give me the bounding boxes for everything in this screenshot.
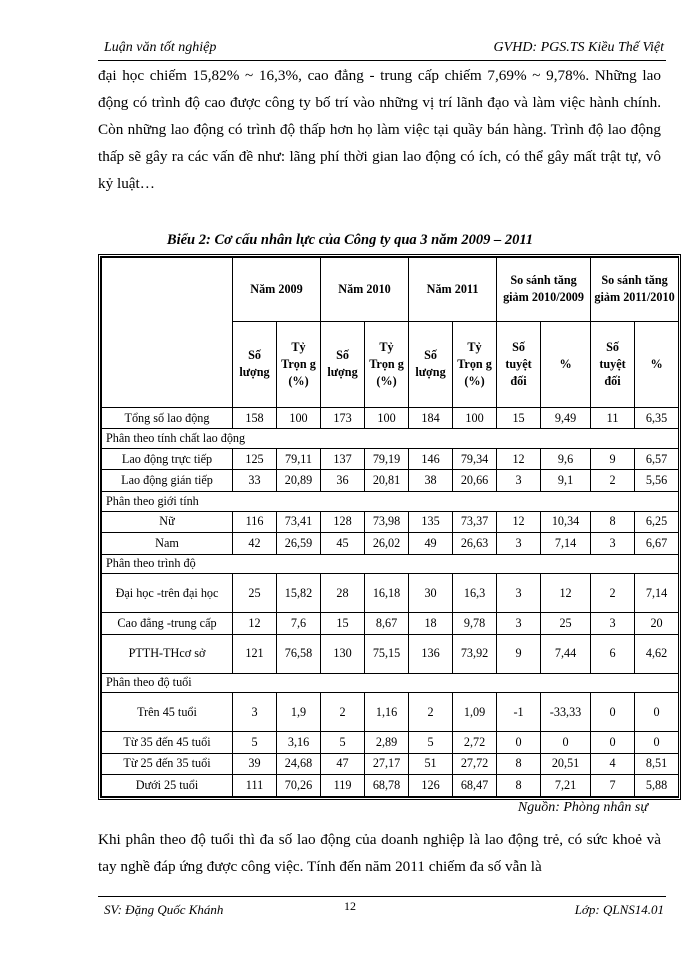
header-year-2009: Năm 2009 bbox=[233, 258, 321, 322]
table-cell: 26,63 bbox=[453, 533, 497, 555]
table-cell: 68,47 bbox=[453, 775, 497, 797]
table-cell: 51 bbox=[409, 753, 453, 775]
table-cell: 7,44 bbox=[541, 634, 591, 673]
table-row bbox=[102, 470, 679, 492]
table-cell: 36 bbox=[321, 470, 365, 492]
header-advisor: GVHD: PGS.TS Kiều Thế Việt bbox=[493, 40, 664, 55]
table-row bbox=[102, 634, 679, 673]
table-cell: 10,34 bbox=[541, 511, 591, 533]
table-cell: 20,89 bbox=[277, 470, 321, 492]
table-cell: 146 bbox=[409, 448, 453, 470]
table-cell: 20,81 bbox=[365, 470, 409, 492]
paragraph-age-analysis: Khi phân theo độ tuổi thì đa số lao động của doanh nghiệp là lao động trẻ, có sức khoẻ và tay nghề đáp ứng được công việc. Tính đến năm 2011 chiếm đa số vẫn là bbox=[98, 831, 661, 875]
table-cell: 2,72 bbox=[453, 732, 497, 754]
row-label: Đại học -trên đại học bbox=[102, 574, 233, 613]
table-cell: -1 bbox=[497, 693, 541, 732]
table-cell: 121 bbox=[233, 634, 277, 673]
table-cell: 9,78 bbox=[453, 613, 497, 635]
table-cell: 9 bbox=[591, 448, 635, 470]
table-row bbox=[102, 775, 679, 797]
table-cell: 27,17 bbox=[365, 753, 409, 775]
header-corner-cell bbox=[102, 258, 233, 408]
table-body bbox=[102, 258, 679, 797]
table-cell: 137 bbox=[321, 448, 365, 470]
table-cell: 6 bbox=[591, 634, 635, 673]
table-cell: 47 bbox=[321, 753, 365, 775]
row-label: Dưới 25 tuổi bbox=[102, 775, 233, 797]
table-cell: 5,88 bbox=[635, 775, 679, 797]
table-row bbox=[102, 732, 679, 754]
table-cell: 26,02 bbox=[365, 533, 409, 555]
table-cell: 28 bbox=[321, 574, 365, 613]
row-label: Từ 35 đến 45 tuổi bbox=[102, 732, 233, 754]
table-cell: 128 bbox=[321, 511, 365, 533]
table-cell: 45 bbox=[321, 533, 365, 555]
table-cell: 9,6 bbox=[541, 448, 591, 470]
subheader-cell: Tỷ Trọn g (%) bbox=[277, 321, 321, 407]
table-cell: 12 bbox=[497, 511, 541, 533]
subheader-cell: Tỷ Trọn g (%) bbox=[453, 321, 497, 407]
subheader-cell: Số lượng bbox=[233, 321, 277, 407]
table-cell: 136 bbox=[409, 634, 453, 673]
page-header bbox=[98, 36, 666, 61]
footer-class: Lớp: QLNS14.01 bbox=[574, 902, 664, 917]
table-section-row bbox=[102, 429, 679, 449]
table-cell: 79,11 bbox=[277, 448, 321, 470]
table-cell: 7,21 bbox=[541, 775, 591, 797]
table-cell: 0 bbox=[591, 732, 635, 754]
table-cell: 0 bbox=[635, 732, 679, 754]
table-cell: 70,26 bbox=[277, 775, 321, 797]
table-cell: 6,57 bbox=[635, 448, 679, 470]
table-section-row bbox=[102, 554, 679, 574]
table-cell: 18 bbox=[409, 613, 453, 635]
table-cell: 30 bbox=[409, 574, 453, 613]
table-cell: 116 bbox=[233, 511, 277, 533]
staff-structure-table bbox=[101, 257, 679, 797]
table-cell: 1,16 bbox=[365, 693, 409, 732]
section-label: Phân theo tính chất lao động bbox=[102, 429, 679, 449]
table-cell: 0 bbox=[591, 693, 635, 732]
table-cell: 2,89 bbox=[365, 732, 409, 754]
table-cell: 3 bbox=[497, 533, 541, 555]
table-cell: 1,9 bbox=[277, 693, 321, 732]
table-cell: 16,3 bbox=[453, 574, 497, 613]
table-cell: 9,49 bbox=[541, 407, 591, 429]
table-cell: 25 bbox=[233, 574, 277, 613]
table-row bbox=[102, 693, 679, 732]
subheader-cell: Số tuyệt đối bbox=[591, 321, 635, 407]
table-cell: 15,82 bbox=[277, 574, 321, 613]
table-cell: 20,51 bbox=[541, 753, 591, 775]
table-cell: 9,1 bbox=[541, 470, 591, 492]
table-cell: 42 bbox=[233, 533, 277, 555]
table-section-row bbox=[102, 673, 679, 693]
table-cell: 3 bbox=[233, 693, 277, 732]
table-cell: 5 bbox=[321, 732, 365, 754]
table-cell: 0 bbox=[635, 693, 679, 732]
table-title: Biểu 2: Cơ cấu nhân lực của Công ty qua 3 năm 2009 – 2011 bbox=[166, 232, 534, 248]
table-cell: 75,15 bbox=[365, 634, 409, 673]
footer-student: SV: Đặng Quốc Khánh bbox=[104, 902, 224, 917]
table-cell: 79,34 bbox=[453, 448, 497, 470]
table-cell: 15 bbox=[321, 613, 365, 635]
table-cell: 2 bbox=[321, 693, 365, 732]
table-cell: 20 bbox=[635, 613, 679, 635]
table-cell: 25 bbox=[541, 613, 591, 635]
table-row bbox=[102, 574, 679, 613]
table-row bbox=[102, 533, 679, 555]
row-label: Nam bbox=[102, 533, 233, 555]
table-cell: 0 bbox=[541, 732, 591, 754]
table-cell: 5 bbox=[409, 732, 453, 754]
row-label: Lao động gián tiếp bbox=[102, 470, 233, 492]
table-cell: 20,66 bbox=[453, 470, 497, 492]
table-cell: 130 bbox=[321, 634, 365, 673]
table-cell: 100 bbox=[453, 407, 497, 429]
table-cell: 49 bbox=[409, 533, 453, 555]
table-cell: 0 bbox=[497, 732, 541, 754]
table-cell: 12 bbox=[497, 448, 541, 470]
table-cell: 7 bbox=[591, 775, 635, 797]
table-cell: 24,68 bbox=[277, 753, 321, 775]
subheader-cell: % bbox=[635, 321, 679, 407]
table-cell: 1,09 bbox=[453, 693, 497, 732]
table-cell: 173 bbox=[321, 407, 365, 429]
header-year-2010: Năm 2010 bbox=[321, 258, 409, 322]
table-cell: 7,14 bbox=[635, 574, 679, 613]
table-cell: 8,67 bbox=[365, 613, 409, 635]
table-cell: 2 bbox=[591, 574, 635, 613]
row-label: Từ 25 đến 35 tuổi bbox=[102, 753, 233, 775]
table-cell: 5 bbox=[233, 732, 277, 754]
table-cell: 3 bbox=[591, 533, 635, 555]
table-section-row bbox=[102, 492, 679, 512]
table-cell: 8 bbox=[497, 775, 541, 797]
section-label: Phân theo giới tính bbox=[102, 492, 679, 512]
header-compare-2011-2010: So sánh tăng giảm 2011/2010 bbox=[591, 258, 679, 322]
table-cell: 73,41 bbox=[277, 511, 321, 533]
table-cell: 68,78 bbox=[365, 775, 409, 797]
row-label: PTTH-THcơ sở bbox=[102, 634, 233, 673]
table-row bbox=[102, 753, 679, 775]
row-label: Cao đẳng -trung cấp bbox=[102, 613, 233, 635]
table-cell: 3 bbox=[591, 613, 635, 635]
table-cell: 12 bbox=[233, 613, 277, 635]
table-cell: 3 bbox=[497, 574, 541, 613]
table-cell: 111 bbox=[233, 775, 277, 797]
table-cell: 73,98 bbox=[365, 511, 409, 533]
table-cell: 125 bbox=[233, 448, 277, 470]
table-cell: 73,92 bbox=[453, 634, 497, 673]
table-cell: 5,56 bbox=[635, 470, 679, 492]
table-cell: 11 bbox=[591, 407, 635, 429]
table-cell: 6,25 bbox=[635, 511, 679, 533]
subheader-cell: Số lượng bbox=[409, 321, 453, 407]
table-cell: 39 bbox=[233, 753, 277, 775]
header-thesis-label: Luận văn tốt nghiệp bbox=[104, 40, 217, 55]
row-label: Tổng số lao động bbox=[102, 407, 233, 429]
table-cell: 158 bbox=[233, 407, 277, 429]
section-label: Phân theo trình độ bbox=[102, 554, 679, 574]
section-label: Phân theo độ tuổi bbox=[102, 673, 679, 693]
table-cell: 3 bbox=[497, 470, 541, 492]
table-cell: 6,67 bbox=[635, 533, 679, 555]
table-header-row bbox=[102, 258, 679, 322]
table-cell: 8 bbox=[497, 753, 541, 775]
table-cell: 15 bbox=[497, 407, 541, 429]
header-year-2011: Năm 2011 bbox=[409, 258, 497, 322]
table-cell: 126 bbox=[409, 775, 453, 797]
table-cell: 26,59 bbox=[277, 533, 321, 555]
subheader-cell: % bbox=[541, 321, 591, 407]
row-label: Lao động trực tiếp bbox=[102, 448, 233, 470]
staff-structure-table-frame bbox=[98, 254, 681, 800]
subheader-cell: Tỷ Trọn g (%) bbox=[365, 321, 409, 407]
table-row bbox=[102, 407, 679, 429]
table-cell: 7,6 bbox=[277, 613, 321, 635]
page-number: 12 bbox=[344, 899, 356, 913]
table-cell: 76,58 bbox=[277, 634, 321, 673]
row-label: Trên 45 tuổi bbox=[102, 693, 233, 732]
table-cell: 2 bbox=[591, 470, 635, 492]
subheader-cell: Số tuyệt đối bbox=[497, 321, 541, 407]
table-cell: 3,16 bbox=[277, 732, 321, 754]
table-cell: 16,18 bbox=[365, 574, 409, 613]
header-compare-2010-2009: So sánh tăng giảm 2010/2009 bbox=[497, 258, 591, 322]
table-cell: 9 bbox=[497, 634, 541, 673]
table-cell: 73,37 bbox=[453, 511, 497, 533]
table-cell: 119 bbox=[321, 775, 365, 797]
subheader-cell: Số lượng bbox=[321, 321, 365, 407]
table-cell: 8 bbox=[591, 511, 635, 533]
table-cell: 6,35 bbox=[635, 407, 679, 429]
table-cell: 100 bbox=[365, 407, 409, 429]
table-cell: 7,14 bbox=[541, 533, 591, 555]
table-cell: 8,51 bbox=[635, 753, 679, 775]
table-cell: 100 bbox=[277, 407, 321, 429]
table-source: Nguồn: Phòng nhân sự bbox=[517, 800, 648, 815]
table-row bbox=[102, 613, 679, 635]
table-cell: 27,72 bbox=[453, 753, 497, 775]
paragraph-intro: đại học chiếm 15,82% ~ 16,3%, cao đẳng - trung cấp chiếm 7,69% ~ 9,78%. Những lao động có trình độ cao được công ty bố trí vào những vị trí lãnh đạo và làm việc hành chính. Còn những lao động có trình độ thấp hơn họ làm việc tại quầy bán hàng. Trình độ lao động thấp sẽ gây ra các vấn đề như: lãng phí thời gian lao động có ích, có thể gây mất trật tự, vô kỷ luật… bbox=[98, 67, 661, 192]
table-cell: 4,62 bbox=[635, 634, 679, 673]
table-cell: 184 bbox=[409, 407, 453, 429]
table-cell: 33 bbox=[233, 470, 277, 492]
table-cell: 38 bbox=[409, 470, 453, 492]
table-cell: 135 bbox=[409, 511, 453, 533]
table-cell: 2 bbox=[409, 693, 453, 732]
row-label: Nữ bbox=[102, 511, 233, 533]
table-cell: -33,33 bbox=[541, 693, 591, 732]
table-row bbox=[102, 511, 679, 533]
table-cell: 4 bbox=[591, 753, 635, 775]
table-row bbox=[102, 448, 679, 470]
table-cell: 12 bbox=[541, 574, 591, 613]
page-footer bbox=[98, 896, 666, 921]
table-cell: 79,19 bbox=[365, 448, 409, 470]
table-cell: 3 bbox=[497, 613, 541, 635]
